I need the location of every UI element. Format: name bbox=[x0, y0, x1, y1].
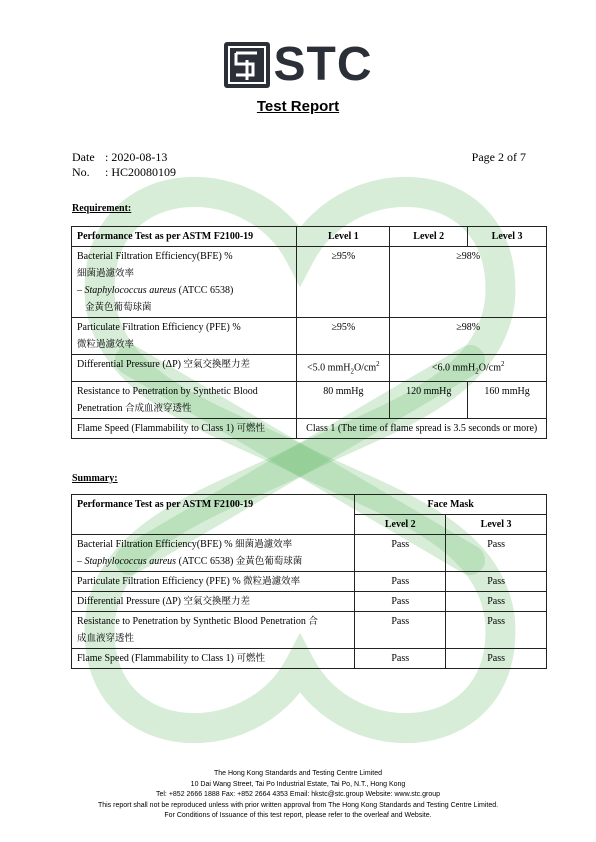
level1-cell bbox=[297, 355, 390, 382]
value-text: <6.0 mmH bbox=[431, 362, 476, 374]
table-header-row bbox=[72, 495, 547, 515]
test-name-cell bbox=[72, 535, 355, 572]
summary-label: Summary: bbox=[72, 473, 118, 484]
date-value: : 2020-08-13 bbox=[105, 150, 168, 164]
requirement-label: Requirement: bbox=[72, 203, 132, 214]
level2-cell: 120 mmHg bbox=[390, 382, 468, 419]
test-name-cell bbox=[72, 419, 297, 439]
test-name-cell bbox=[72, 382, 297, 419]
test-name-zh: 可燃性 bbox=[236, 423, 265, 435]
test-name: Bacterial Filtration Efficiency(BFE) % bbox=[77, 251, 233, 262]
result-level3: Pass bbox=[446, 649, 547, 669]
footer-address: 10 Dai Wang Street, Tai Po Industrial Estate, Tai Po, N.T., Hong Kong bbox=[190, 780, 406, 788]
summary-table bbox=[71, 494, 547, 669]
stc-logo-mark-icon bbox=[224, 42, 270, 88]
test-name: Particulate Filtration Efficiency (PFE) % bbox=[77, 322, 241, 333]
result-level2: Pass bbox=[355, 612, 446, 649]
level3-cell: 160 mmHg bbox=[468, 382, 547, 419]
value-sub: 2 bbox=[475, 367, 479, 376]
test-name-zh: 成血液穿透性 bbox=[77, 633, 135, 644]
table-row bbox=[72, 355, 547, 382]
result-level3: Pass bbox=[446, 592, 547, 612]
test-name: Bacterial Filtration Efficiency(BFE) % bbox=[77, 539, 233, 550]
value-text: O/cm bbox=[478, 362, 501, 374]
test-name-zh: 合成血液穿透性 bbox=[125, 403, 192, 415]
stc-logo bbox=[224, 38, 373, 91]
table-row bbox=[72, 572, 547, 592]
organism-strain: (ATCC 6538) bbox=[176, 285, 234, 296]
page-footer bbox=[0, 769, 596, 822]
test-name-cell bbox=[72, 592, 355, 612]
table-row bbox=[72, 535, 547, 572]
dash: – bbox=[77, 285, 85, 296]
organism-zh: 金黃色葡萄球菌 bbox=[85, 302, 152, 313]
test-name-zh: 可燃性 bbox=[236, 653, 265, 664]
test-name-zh: 空氣交換壓力差 bbox=[183, 359, 251, 370]
test-name: Flame Speed (Flammability to Class 1) bbox=[77, 653, 234, 664]
page-number: Page 2 of 7 bbox=[471, 150, 526, 164]
test-name-zh: 微粒過濾效率 bbox=[243, 576, 301, 587]
test-name-line1 bbox=[77, 536, 349, 553]
test-name-zh: 細菌過濾效率 bbox=[77, 268, 135, 279]
date-line bbox=[72, 150, 167, 165]
organism-name: Staphylococcus aureus bbox=[84, 285, 177, 296]
test-organism bbox=[77, 282, 291, 299]
test-name: Penetration bbox=[77, 403, 123, 415]
test-name: Particulate Filtration Efficiency (PFE) % bbox=[77, 576, 241, 587]
header-cell: Level 2 bbox=[390, 227, 468, 247]
date-label: Date bbox=[72, 150, 95, 164]
test-name-zh: 合 bbox=[308, 616, 318, 627]
level1-cell: ≥95% bbox=[297, 247, 390, 318]
test-name-cell bbox=[72, 649, 355, 669]
result-level3: Pass bbox=[446, 535, 547, 572]
table-row bbox=[72, 649, 547, 669]
test-name-cell bbox=[72, 572, 355, 592]
test-name-cell bbox=[72, 612, 355, 649]
footer-company: The Hong Kong Standards and Testing Centre Limited bbox=[214, 770, 382, 777]
logo-area bbox=[0, 38, 596, 93]
table-row bbox=[72, 247, 547, 318]
header-cell: Level 1 bbox=[297, 227, 390, 247]
footer-conditions: For Conditions of Issuance of this test report, please refer to the overleaf and Website. bbox=[164, 812, 432, 819]
test-name-cell bbox=[72, 318, 297, 355]
test-name-zh: 細菌過濾效率 bbox=[235, 539, 293, 550]
all-levels-cell: Class 1 (The time of flame spread is 3.5 seconds or more) bbox=[297, 419, 547, 439]
table-row bbox=[72, 612, 547, 649]
test-name: Resistance to Penetration by Synthetic Blood Penetration bbox=[77, 616, 306, 627]
organism-zh: 金黃色葡萄球菌 bbox=[235, 556, 303, 567]
header-cell: Performance Test as per ASTM F2100-19 bbox=[72, 495, 355, 535]
test-name: Resistance to Penetration by Synthetic Blood bbox=[77, 386, 258, 398]
value-sub: 2 bbox=[350, 367, 354, 376]
test-name-line2 bbox=[77, 400, 291, 417]
number-line bbox=[72, 165, 176, 180]
value-text: <5.0 mmH bbox=[307, 362, 351, 374]
organism-strain: (ATCC 6538) bbox=[176, 556, 234, 567]
value-text: O/cm bbox=[353, 362, 377, 374]
test-name: Differential Pressure (ΔP) bbox=[77, 359, 181, 370]
result-level2: Pass bbox=[355, 572, 446, 592]
result-level2: Pass bbox=[355, 649, 446, 669]
test-name: Flame Speed (Flammability to Class 1) bbox=[77, 423, 234, 435]
footer-contact: Tel: +852 2666 1888 Fax: +852 2664 4353 Email: hkstc@stc.group Website: www.stc.group bbox=[155, 791, 441, 798]
result-level2: Pass bbox=[355, 535, 446, 572]
table-row bbox=[72, 318, 547, 355]
test-name-zh: 微粒過濾效率 bbox=[77, 339, 135, 350]
test-name-line1 bbox=[77, 613, 349, 630]
level1-cell: ≥95% bbox=[297, 318, 390, 355]
requirement-table bbox=[71, 226, 547, 439]
report-title: Test Report bbox=[256, 98, 340, 115]
header-cell: Level 3 bbox=[446, 515, 547, 535]
test-name: Differential Pressure (ΔP) bbox=[77, 596, 181, 607]
value-sup: 2 bbox=[500, 360, 505, 368]
number-label: No. bbox=[72, 165, 90, 179]
level23-cell: ≥98% bbox=[390, 318, 547, 355]
logo-text: STC bbox=[273, 38, 373, 91]
header-cell: Level 2 bbox=[355, 515, 446, 535]
result-level3: Pass bbox=[446, 572, 547, 592]
value-sup: 2 bbox=[376, 360, 380, 368]
level23-cell bbox=[390, 355, 547, 382]
dash: – bbox=[77, 556, 85, 567]
result-level2: Pass bbox=[355, 592, 446, 612]
header-cell: Face Mask bbox=[355, 495, 547, 515]
level1-cell: 80 mmHg bbox=[297, 382, 390, 419]
table-row bbox=[72, 419, 547, 439]
table-row bbox=[72, 592, 547, 612]
test-name-cell bbox=[72, 355, 297, 382]
result-level3: Pass bbox=[446, 612, 547, 649]
footer-disclaimer: This report shall not be reproduced unless with prior written approval from The Hong Kong Standards and Testing Centre Limited. bbox=[97, 801, 499, 809]
header-cell: Level 3 bbox=[468, 227, 547, 247]
test-name-cell bbox=[72, 247, 297, 318]
test-organism bbox=[77, 553, 349, 570]
table-header-row bbox=[72, 227, 547, 247]
organism-name: Staphylococcus aureus bbox=[84, 556, 177, 567]
table-row bbox=[72, 382, 547, 419]
number-value: : HC20080109 bbox=[105, 165, 177, 179]
header-cell: Performance Test as per ASTM F2100-19 bbox=[72, 227, 297, 247]
level23-cell: ≥98% bbox=[390, 247, 547, 318]
test-name-zh: 空氣交換壓力差 bbox=[183, 596, 251, 607]
